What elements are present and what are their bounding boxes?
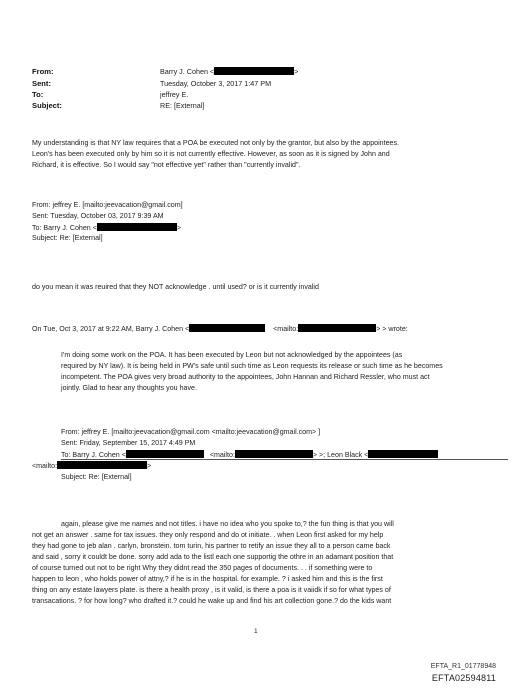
sent-value: Tuesday, October 3, 2017 1:47 PM (160, 79, 272, 88)
para1-line: Leon's has been executed only by him so it is not currently effective. However, as soon as it is signed by John and (32, 150, 390, 158)
quoted2-sent: Sent: Friday, September 15, 2017 4:49 PM (61, 439, 196, 447)
para3-line: of course turned out not to be right Why they didnt read the 350 pages of documents. . . if something were to (32, 564, 373, 572)
subject-value: RE: [External] (160, 101, 205, 110)
to-label: To: (32, 90, 44, 99)
para2-line: required by NY law). It is being held in PW's safe until such time as Leon requests its release or such time as he becomes (61, 362, 443, 370)
redaction-block (189, 324, 265, 332)
from-value: Barry J. Cohen < > (160, 67, 299, 76)
question-line: do you mean it was reuired that they NOT acknowledge . until used? or is it currently invalid (32, 283, 319, 291)
from-label: From: (32, 67, 54, 76)
redaction-block (235, 450, 313, 458)
para1-line: Richard, it is effective. So I would say "not effective yet" rather than "currently invalid". (32, 161, 301, 169)
para3-line: transacations. ? for how long? who drafted it.? could he wake up and find his art collection gone.? do the kids want (32, 597, 392, 605)
redaction-block (368, 450, 438, 458)
sent-label: Sent: (32, 79, 51, 88)
quoted1-to: To: Barry J. Cohen < > (32, 224, 182, 232)
quoted2-subject: Subject: Re: [External] (61, 473, 132, 481)
para3-line: they had gone to jeb alan . carlyn, bronstein. tom turin, his partner to retify an issue they all to a person came back (32, 542, 391, 550)
redaction-block (298, 324, 376, 332)
quoted1-from: From: jeffrey E. [mailto:jeevacation@gmail.com] (32, 201, 183, 209)
para3-line: thing on any estate lawyers plate. is there a health proxy , is it valid, is there a poa is it vaiidk if so for what types of (32, 586, 391, 594)
para1-line: My understanding is that NY law requires that a POA be executed not only by the grantor, but also by the appointees. (32, 139, 400, 147)
quoted1-subject: Subject: Re: [External] (32, 234, 103, 242)
para2-line: incompetent. The POA gives very broad authority to the appointees, John Hannan and Richard Ressler, who must act (61, 373, 430, 381)
to-value: jeffrey E. (160, 90, 189, 99)
para3-line: not get an answer . same for tax issues. they only respond and do ot initiate. . when Leon first asked for my help (32, 531, 384, 539)
redaction-block (97, 223, 177, 231)
quoted2-to: To: Barry J. Cohen < <mailto: > >; Leon Black < (61, 450, 438, 459)
para3-line: again, please give me names and not titles. i have no idea who you spoke to,? the fun thing is that you will (61, 520, 394, 528)
page-number: 1 (254, 628, 258, 635)
quoted2-mailto-line: <mailto: > (32, 462, 152, 470)
efta-stamp-1: EFTA_R1_01778948 (430, 663, 496, 670)
redaction-block (126, 450, 204, 458)
quoted2-from: From: jeffrey E. [mailto:jeevacation@gmail.com <mailto:jeevacation@gmail.com> ] (61, 428, 321, 436)
divider (61, 459, 508, 460)
on-tue-line: On Tue, Oct 3, 2017 at 9:22 AM, Barry J. Cohen < <mailto: > > wrote: (32, 325, 408, 333)
para2-line: jointly. Glad to hear any thoughts you have. (61, 384, 197, 392)
subject-label: Subject: (32, 101, 62, 110)
redaction-block (57, 461, 147, 469)
quoted1-sent: Sent: Tuesday, October 03, 2017 9:39 AM (32, 212, 164, 220)
redaction-block (214, 67, 294, 75)
para3-line: happen to leon , who holds power of attny,? if he is in the hospital. for example. ? i asked him and this is the first (32, 575, 383, 583)
efta-stamp-2: EFTA02594811 (431, 673, 496, 683)
para3-line: and said , sorry it couldt be done. sorry add ada to the listl each one supportig the othre in an adamant position that (32, 553, 394, 561)
para2-line: I'm doing some work on the POA. It has been executed by Leon but not acknowledged by the appointees (as (61, 351, 403, 359)
